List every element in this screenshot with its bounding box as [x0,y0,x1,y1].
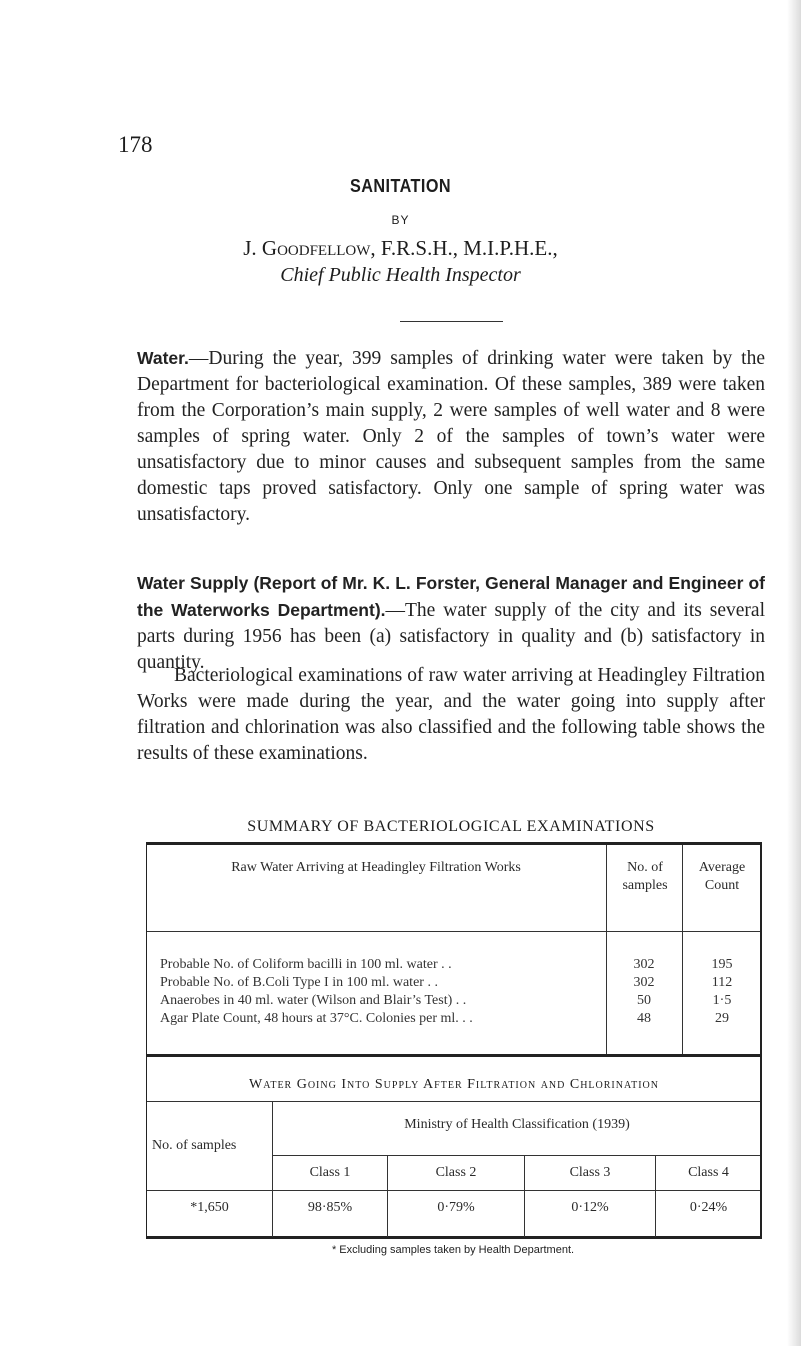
table-divider [387,1156,388,1237]
class-value: 0·12% [571,1200,609,1215]
class-header: Class 3 [569,1165,611,1180]
byline-by: BY [391,213,410,227]
table-divider [655,1156,656,1237]
raw-row-count: 29 [715,1011,729,1026]
raw-row-samples: 50 [637,993,651,1008]
raw-row-count: 1·5 [712,993,732,1008]
title-divider [400,321,503,322]
class-value: 98·85% [307,1200,353,1215]
table-divider [147,1101,760,1102]
raw-row-label: Probable No. of B.Coli Type I in 100 ml. water . . [160,975,438,990]
class-header: Class 1 [309,1165,351,1180]
table-divider [606,845,607,1055]
paragraph-text: —The water supply of the city and its several parts during 1956 has been (a) satisfactory in quality and (b) satisfactory in quantity. [137,600,765,673]
paragraph-text: —During the year, 399 samples of drinking water were taken by the Department for bacteriological examination. Of these samples, 389 were taken from the Corporation’s main supply, 2 were samples of well water and 8 were samples of spring water. Only 2 of the samples of town’s water were unsatisfactory due to minor causes and subsequent samples from the same domestic taps proved satisfactory. Only one sample of spring water was unsatisfactory. [137,348,765,525]
author-role: Chief Public Health Inspector [280,264,521,286]
supply-samples-header: No. of samples [152,1138,237,1153]
paragraph-heading: Water. [137,348,189,368]
page-number: 178 [118,132,153,157]
raw-row-count: 112 [711,975,733,990]
class-value: 0·79% [437,1200,475,1215]
table-divider [524,1156,525,1237]
samples-header: No. of samples [622,860,668,893]
paragraph-text: Bacteriological examinations of raw water arriving at Headingley Filtration Works were made during the year, and the water going into supply after filtration and chlorination was also classified and the following table shows the results of these examinations. [137,665,765,764]
table-section-rule [147,1054,760,1057]
table-footnote: * Excluding samples taken by Health Department. [331,1244,575,1256]
class-value: 0·24% [689,1200,728,1215]
paragraph-water-supply [137,570,765,676]
raw-row-count: 195 [711,957,733,972]
table-divider [147,1190,760,1191]
summary-table-title: SUMMARY OF BACTERIOLOGICAL EXAMINATIONS [247,818,655,835]
table-divider [273,1155,760,1156]
supply-section-title: Water Going Into Supply After Filtration and Chlorination [249,1077,659,1092]
class-header: Class 2 [435,1165,477,1180]
raw-row-samples: 48 [637,1011,651,1026]
raw-water-header: Raw Water Arriving at Headingley Filtration Works [231,860,521,875]
table-divider [147,931,760,932]
raw-row-label: Probable No. of Coliform bacilli in 100 ml. water . . [160,957,452,972]
table-divider [682,845,683,1055]
raw-row-label: Anaerobes in 40 ml. water (Wilson and Blair’s Test) . . [160,993,467,1008]
paragraph-heading: Water Supply (Report of Mr. K. L. Forster, General Manager and Engineer of the Waterworks Department). [137,573,765,620]
paragraph-water [137,345,765,528]
paragraph-bacteriological [137,663,765,767]
table-divider [272,1102,273,1237]
raw-row-label: Agar Plate Count, 48 hours at 37°C. Colonies per ml. . . [160,1011,473,1026]
class-header: Class 4 [688,1165,729,1180]
average-count-header: Average Count [698,860,746,893]
page-title: SANITATION [349,176,452,196]
page-edge-shadow [787,0,801,1346]
raw-row-samples: 302 [633,975,655,990]
classification-group-header: Ministry of Health Classification (1939) [404,1117,630,1132]
supply-samples-value: *1,650 [190,1200,229,1215]
author-name: J. Goodfellow, F.R.S.H., M.I.P.H.E., [243,236,558,260]
raw-row-samples: 302 [633,957,655,972]
